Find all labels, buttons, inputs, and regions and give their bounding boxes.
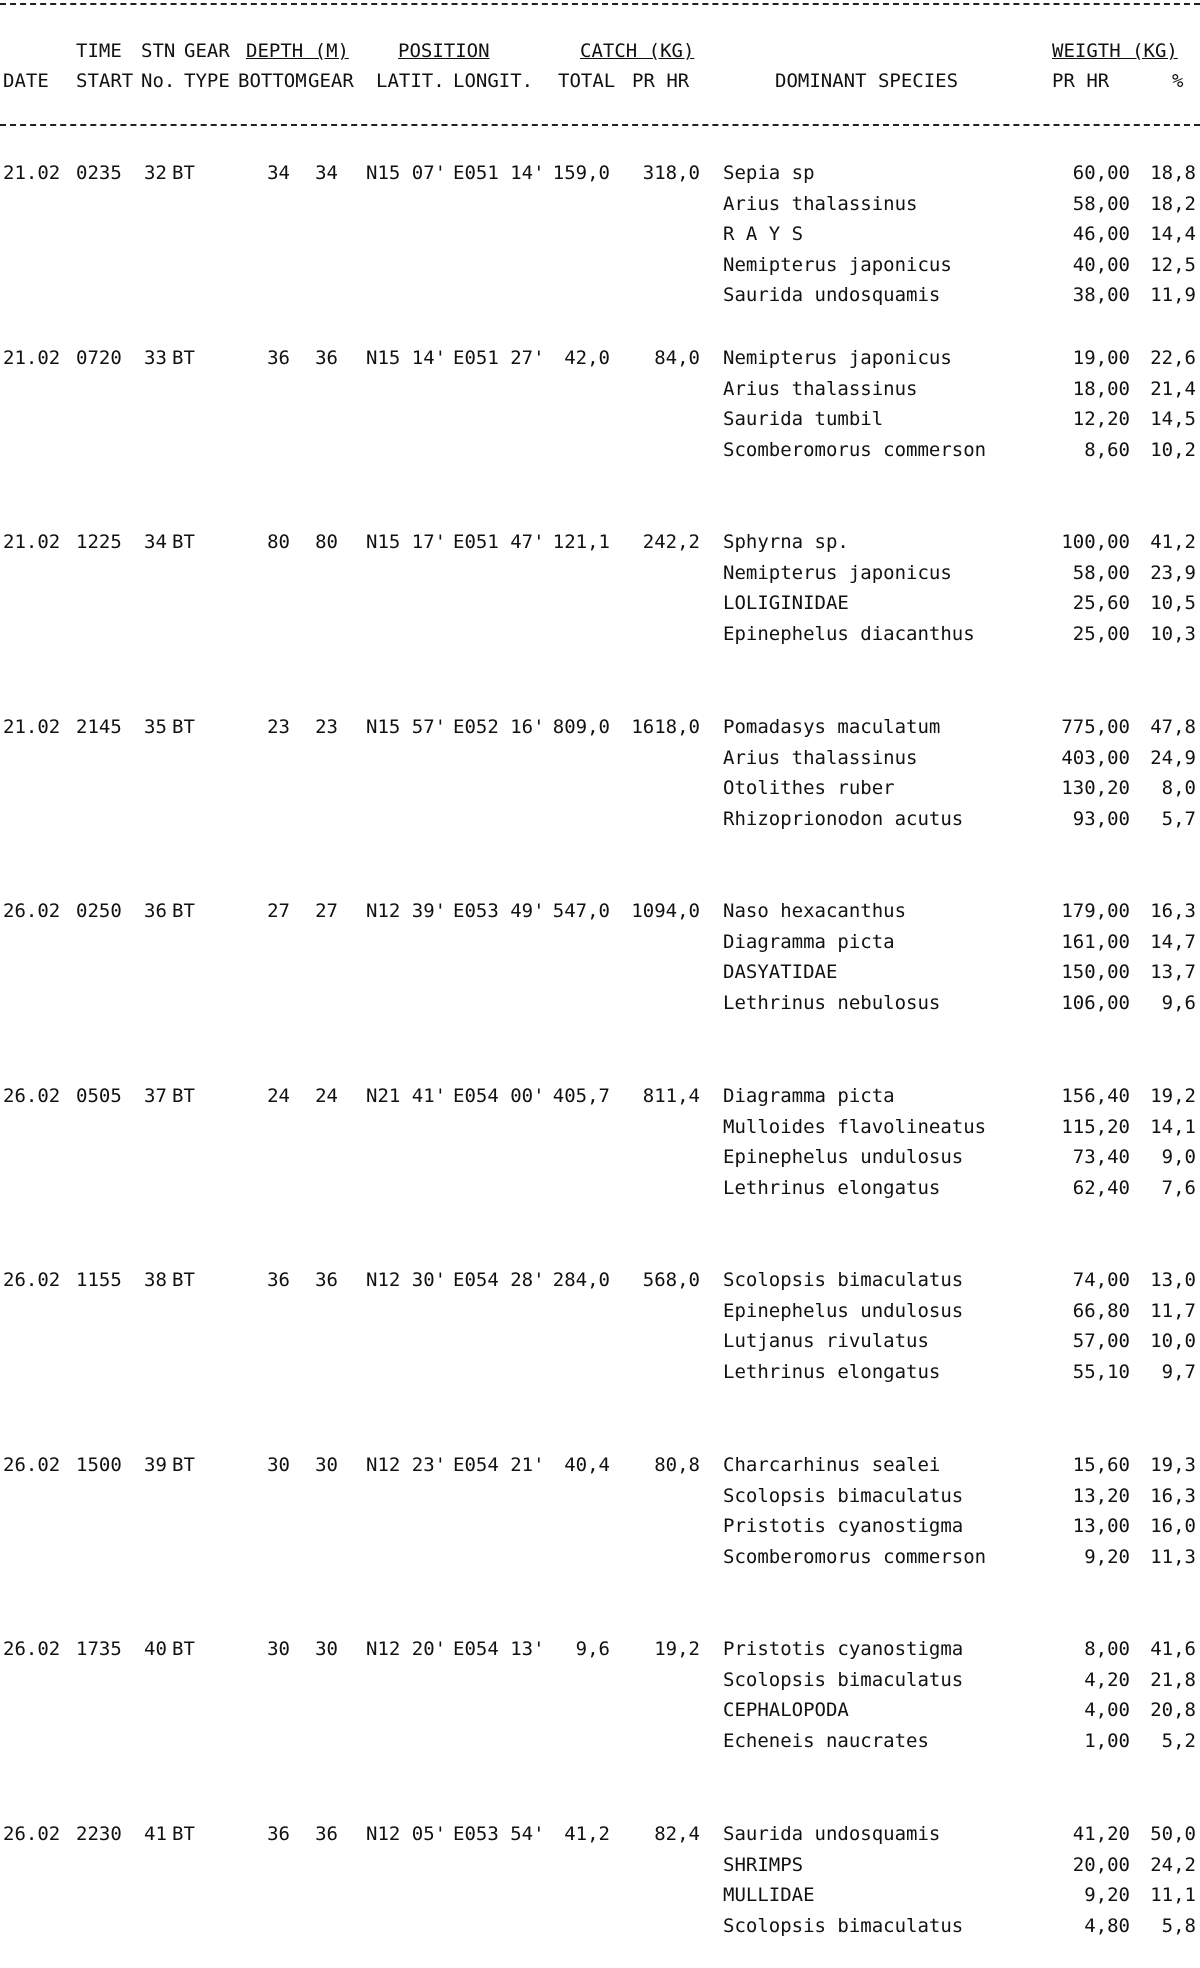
station-number: 35 (144, 716, 167, 738)
station-gear-type: BT (172, 531, 195, 553)
species-name: Lethrinus elongatus (723, 1177, 941, 1199)
species-weight-prhr: 4,80 (1084, 1915, 1130, 1937)
station-longitude: E051 47' (453, 531, 545, 553)
species-weight-prhr: 40,00 (1072, 254, 1130, 276)
species-name: Epinephelus undulosus (723, 1146, 964, 1168)
station-bottom-depth: 36 (267, 1823, 290, 1845)
species-name: CEPHALOPODA (723, 1699, 849, 1721)
station-number: 41 (144, 1823, 167, 1845)
station-bottom-depth: 27 (267, 900, 290, 922)
species-name: Pristotis cyanostigma (723, 1515, 964, 1537)
species-percent: 22,6 (1150, 347, 1196, 369)
species-percent: 11,7 (1150, 1300, 1196, 1322)
species-weight-prhr: 38,00 (1072, 284, 1130, 306)
station-number: 40 (144, 1638, 167, 1660)
station-longitude: E051 27' (453, 347, 545, 369)
species-name: Lethrinus elongatus (723, 1361, 941, 1383)
station-number: 39 (144, 1454, 167, 1476)
station-longitude: E054 13' (453, 1638, 545, 1660)
station-gear-depth: 36 (315, 1823, 338, 1845)
species-percent: 24,9 (1150, 747, 1196, 769)
species-percent: 11,1 (1150, 1884, 1196, 1906)
species-weight-prhr: 8,60 (1084, 439, 1130, 461)
species-name: Pomadasys maculatum (723, 716, 941, 738)
station-catch-total: 121,1 (552, 531, 610, 553)
station-longitude: E053 49' (453, 900, 545, 922)
species-name: Nemipterus japonicus (723, 254, 952, 276)
station-time: 0250 (76, 900, 122, 922)
station-bottom-depth: 24 (267, 1085, 290, 1107)
species-name: Epinephelus diacanthus (723, 623, 975, 645)
species-percent: 24,2 (1150, 1854, 1196, 1876)
station-date: 26.02 (3, 900, 61, 922)
station-date: 21.02 (3, 347, 61, 369)
species-name: MULLIDAE (723, 1884, 815, 1906)
species-weight-prhr: 60,00 (1072, 162, 1130, 184)
station-bottom-depth: 30 (267, 1638, 290, 1660)
station-date: 26.02 (3, 1085, 61, 1107)
station-gear-depth: 27 (315, 900, 338, 922)
species-weight-prhr: 15,60 (1072, 1454, 1130, 1476)
station-gear-type: BT (172, 900, 195, 922)
species-weight-prhr: 62,40 (1072, 1177, 1130, 1199)
station-date: 26.02 (3, 1269, 61, 1291)
species-percent: 50,0 (1150, 1823, 1196, 1845)
station-time: 2145 (76, 716, 122, 738)
station-gear-depth: 34 (315, 162, 338, 184)
station-gear-depth: 23 (315, 716, 338, 738)
species-percent: 21,4 (1150, 378, 1196, 400)
station-gear-type: BT (172, 162, 195, 184)
species-percent: 10,2 (1150, 439, 1196, 461)
species-name: Pristotis cyanostigma (723, 1638, 964, 1660)
station-catch-total: 9,6 (575, 1638, 610, 1660)
species-name: R A Y S (723, 223, 804, 245)
species-weight-prhr: 100,00 (1061, 531, 1130, 553)
station-time: 1735 (76, 1638, 122, 1660)
species-weight-prhr: 58,00 (1072, 562, 1130, 584)
species-weight-prhr: 775,00 (1061, 716, 1130, 738)
species-name: Saurida undosquamis (723, 1823, 941, 1845)
station-catch-prhr: 80,8 (654, 1454, 700, 1476)
station-longitude: E054 28' (453, 1269, 545, 1291)
species-weight-prhr: 4,00 (1084, 1699, 1130, 1721)
station-gear-depth: 24 (315, 1085, 338, 1107)
species-percent: 16,3 (1150, 1485, 1196, 1507)
species-name: Nemipterus japonicus (723, 562, 952, 584)
species-weight-prhr: 12,20 (1072, 408, 1130, 430)
station-catch-prhr: 568,0 (642, 1269, 700, 1291)
header-gear-depth: GEAR (308, 70, 354, 92)
species-weight-prhr: 20,00 (1072, 1854, 1130, 1876)
species-name: Sphyrna sp. (723, 531, 849, 553)
station-latitude: N15 07' (366, 162, 447, 184)
species-percent: 7,6 (1161, 1177, 1196, 1199)
species-name: Arius thalassinus (723, 378, 918, 400)
header-start: START (76, 70, 134, 92)
station-gear-depth: 36 (315, 347, 338, 369)
species-percent: 14,4 (1150, 223, 1196, 245)
species-percent: 5,7 (1161, 808, 1196, 830)
station-number: 33 (144, 347, 167, 369)
station-longitude: E051 14' (453, 162, 545, 184)
species-name: Nemipterus japonicus (723, 347, 952, 369)
station-latitude: N15 17' (366, 531, 447, 553)
species-weight-prhr: 1,00 (1084, 1730, 1130, 1752)
species-weight-prhr: 66,80 (1072, 1300, 1130, 1322)
species-percent: 18,2 (1150, 193, 1196, 215)
species-weight-prhr: 9,20 (1084, 1884, 1130, 1906)
species-percent: 5,8 (1161, 1915, 1196, 1937)
species-name: Saurida tumbil (723, 408, 884, 430)
species-weight-prhr: 8,00 (1084, 1638, 1130, 1660)
header-date: DATE (3, 70, 49, 92)
species-weight-prhr: 106,00 (1061, 992, 1130, 1014)
species-percent: 16,0 (1150, 1515, 1196, 1537)
species-name: Echeneis naucrates (723, 1730, 929, 1752)
header-position: POSITION (398, 40, 490, 62)
species-name: Scolopsis bimaculatus (723, 1915, 964, 1937)
species-name: Diagramma picta (723, 931, 895, 953)
header-weight-prhr: PR HR (1052, 70, 1110, 92)
species-percent: 14,7 (1150, 931, 1196, 953)
species-weight-prhr: 9,20 (1084, 1546, 1130, 1568)
top-divider (0, 3, 1200, 5)
species-name: Epinephelus undulosus (723, 1300, 964, 1322)
species-percent: 19,3 (1150, 1454, 1196, 1476)
species-weight-prhr: 4,20 (1084, 1669, 1130, 1691)
station-catch-prhr: 811,4 (642, 1085, 700, 1107)
species-name: Scomberomorus commerson (723, 1546, 987, 1568)
species-weight-prhr: 18,00 (1072, 378, 1130, 400)
header-catch: CATCH (KG) (580, 40, 695, 62)
station-catch-prhr: 84,0 (654, 347, 700, 369)
station-catch-total: 284,0 (552, 1269, 610, 1291)
header-percent: % (1172, 70, 1184, 92)
species-name: Charcarhinus sealei (723, 1454, 941, 1476)
species-weight-prhr: 13,00 (1072, 1515, 1130, 1537)
species-weight-prhr: 115,20 (1061, 1116, 1130, 1138)
species-name: Scolopsis bimaculatus (723, 1485, 964, 1507)
station-number: 38 (144, 1269, 167, 1291)
station-latitude: N12 23' (366, 1454, 447, 1476)
species-percent: 41,2 (1150, 531, 1196, 553)
species-percent: 13,7 (1150, 961, 1196, 983)
station-catch-prhr: 1618,0 (631, 716, 700, 738)
header-time: TIME (76, 40, 122, 62)
header-type: TYPE (184, 70, 230, 92)
station-date: 26.02 (3, 1823, 61, 1845)
station-time: 2230 (76, 1823, 122, 1845)
species-name: Sepia sp (723, 162, 815, 184)
species-name: LOLIGINIDAE (723, 592, 849, 614)
station-gear-type: BT (172, 1454, 195, 1476)
station-catch-prhr: 19,2 (654, 1638, 700, 1660)
station-catch-total: 159,0 (552, 162, 610, 184)
header-bottom: BOTTOM (238, 70, 307, 92)
species-percent: 41,6 (1150, 1638, 1196, 1660)
species-percent: 12,5 (1150, 254, 1196, 276)
station-longitude: E053 54' (453, 1823, 545, 1845)
species-weight-prhr: 150,00 (1061, 961, 1130, 983)
species-percent: 9,6 (1161, 992, 1196, 1014)
station-latitude: N12 30' (366, 1269, 447, 1291)
species-percent: 20,8 (1150, 1699, 1196, 1721)
species-name: Arius thalassinus (723, 193, 918, 215)
header-latit: LATIT. (376, 70, 445, 92)
station-longitude: E052 16' (453, 716, 545, 738)
species-weight-prhr: 46,00 (1072, 223, 1130, 245)
station-gear-type: BT (172, 1638, 195, 1660)
species-percent: 47,8 (1150, 716, 1196, 738)
header-dominant-species: DOMINANT SPECIES (775, 70, 959, 92)
station-date: 21.02 (3, 162, 61, 184)
station-date: 26.02 (3, 1454, 61, 1476)
station-time: 1500 (76, 1454, 122, 1476)
station-number: 34 (144, 531, 167, 553)
header-divider (0, 124, 1200, 126)
station-catch-total: 42,0 (564, 347, 610, 369)
header-depth: DEPTH (M) (246, 40, 349, 62)
species-weight-prhr: 156,40 (1061, 1085, 1130, 1107)
station-bottom-depth: 23 (267, 716, 290, 738)
species-percent: 19,2 (1150, 1085, 1196, 1107)
header-longit: LONGIT. (453, 70, 534, 92)
station-time: 1155 (76, 1269, 122, 1291)
species-weight-prhr: 403,00 (1061, 747, 1130, 769)
station-longitude: E054 00' (453, 1085, 545, 1107)
station-catch-total: 547,0 (552, 900, 610, 922)
station-gear-depth: 36 (315, 1269, 338, 1291)
station-gear-type: BT (172, 347, 195, 369)
station-latitude: N15 14' (366, 347, 447, 369)
species-percent: 8,0 (1161, 777, 1196, 799)
station-gear-depth: 80 (315, 531, 338, 553)
species-name: Naso hexacanthus (723, 900, 907, 922)
species-weight-prhr: 179,00 (1061, 900, 1130, 922)
station-gear-type: BT (172, 1269, 195, 1291)
species-name: SHRIMPS (723, 1854, 804, 1876)
station-gear-depth: 30 (315, 1454, 338, 1476)
species-percent: 10,0 (1150, 1330, 1196, 1352)
header-gear: GEAR (184, 40, 230, 62)
station-gear-type: BT (172, 1823, 195, 1845)
species-percent: 14,1 (1150, 1116, 1196, 1138)
species-name: Otolithes ruber (723, 777, 895, 799)
species-percent: 18,8 (1150, 162, 1196, 184)
station-catch-total: 809,0 (552, 716, 610, 738)
species-percent: 5,2 (1161, 1730, 1196, 1752)
station-gear-type: BT (172, 716, 195, 738)
species-name: Scomberomorus commerson (723, 439, 987, 461)
species-percent: 14,5 (1150, 408, 1196, 430)
species-name: DASYATIDAE (723, 961, 838, 983)
species-percent: 9,0 (1161, 1146, 1196, 1168)
station-catch-total: 40,4 (564, 1454, 610, 1476)
species-weight-prhr: 73,40 (1072, 1146, 1130, 1168)
station-bottom-depth: 36 (267, 1269, 290, 1291)
species-weight-prhr: 93,00 (1072, 808, 1130, 830)
header-weigth: WEIGTH (KG) (1052, 40, 1178, 62)
station-gear-depth: 30 (315, 1638, 338, 1660)
species-weight-prhr: 41,20 (1072, 1823, 1130, 1845)
species-name: Mulloides flavolineatus (723, 1116, 987, 1138)
species-name: Arius thalassinus (723, 747, 918, 769)
station-bottom-depth: 30 (267, 1454, 290, 1476)
station-catch-total: 405,7 (552, 1085, 610, 1107)
station-catch-prhr: 1094,0 (631, 900, 700, 922)
station-longitude: E054 21' (453, 1454, 545, 1476)
station-date: 21.02 (3, 531, 61, 553)
species-weight-prhr: 13,20 (1072, 1485, 1130, 1507)
species-weight-prhr: 74,00 (1072, 1269, 1130, 1291)
header-stn: STN (141, 40, 176, 62)
species-percent: 23,9 (1150, 562, 1196, 584)
station-latitude: N12 20' (366, 1638, 447, 1660)
species-weight-prhr: 25,00 (1072, 623, 1130, 645)
species-percent: 16,3 (1150, 900, 1196, 922)
station-date: 26.02 (3, 1638, 61, 1660)
species-name: Lutjanus rivulatus (723, 1330, 929, 1352)
species-percent: 9,7 (1161, 1361, 1196, 1383)
station-number: 32 (144, 162, 167, 184)
station-catch-prhr: 82,4 (654, 1823, 700, 1845)
station-latitude: N15 57' (366, 716, 447, 738)
station-number: 36 (144, 900, 167, 922)
species-weight-prhr: 58,00 (1072, 193, 1130, 215)
station-latitude: N12 39' (366, 900, 447, 922)
station-latitude: N12 05' (366, 1823, 447, 1845)
station-bottom-depth: 36 (267, 347, 290, 369)
header-prhr: PR HR (632, 70, 690, 92)
species-percent: 10,3 (1150, 623, 1196, 645)
species-weight-prhr: 57,00 (1072, 1330, 1130, 1352)
header-total: TOTAL (558, 70, 616, 92)
station-bottom-depth: 80 (267, 531, 290, 553)
station-time: 1225 (76, 531, 122, 553)
species-name: Rhizoprionodon acutus (723, 808, 964, 830)
header-no: No. (141, 70, 176, 92)
station-time: 0720 (76, 347, 122, 369)
species-weight-prhr: 25,60 (1072, 592, 1130, 614)
species-name: Scolopsis bimaculatus (723, 1269, 964, 1291)
station-date: 21.02 (3, 716, 61, 738)
species-weight-prhr: 55,10 (1072, 1361, 1130, 1383)
species-percent: 13,0 (1150, 1269, 1196, 1291)
station-number: 37 (144, 1085, 167, 1107)
species-percent: 11,3 (1150, 1546, 1196, 1568)
station-time: 0505 (76, 1085, 122, 1107)
species-percent: 10,5 (1150, 592, 1196, 614)
species-percent: 11,9 (1150, 284, 1196, 306)
species-name: Saurida undosquamis (723, 284, 941, 306)
station-bottom-depth: 34 (267, 162, 290, 184)
station-latitude: N21 41' (366, 1085, 447, 1107)
station-catch-total: 41,2 (564, 1823, 610, 1845)
station-gear-type: BT (172, 1085, 195, 1107)
species-weight-prhr: 161,00 (1061, 931, 1130, 953)
station-time: 0235 (76, 162, 122, 184)
species-percent: 21,8 (1150, 1669, 1196, 1691)
species-name: Lethrinus nebulosus (723, 992, 941, 1014)
species-weight-prhr: 130,20 (1061, 777, 1130, 799)
species-name: Diagramma picta (723, 1085, 895, 1107)
species-name: Scolopsis bimaculatus (723, 1669, 964, 1691)
station-catch-prhr: 318,0 (642, 162, 700, 184)
species-weight-prhr: 19,00 (1072, 347, 1130, 369)
station-catch-prhr: 242,2 (642, 531, 700, 553)
